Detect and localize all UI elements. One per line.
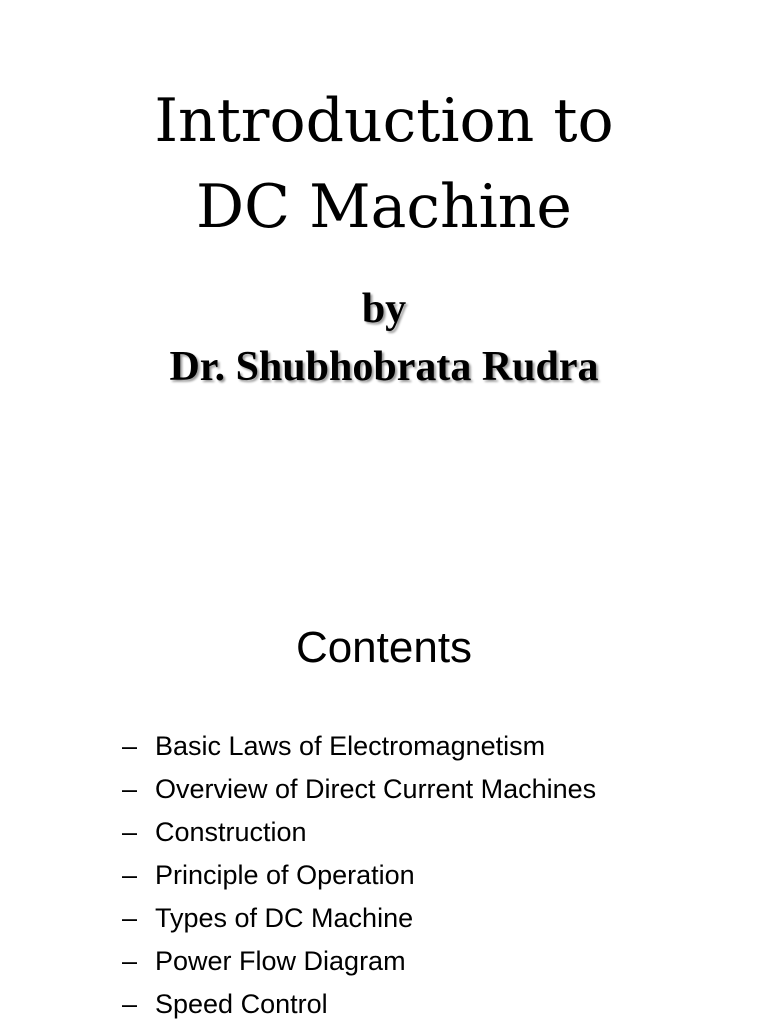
bullet-dash: – [122, 860, 138, 890]
bullet-dash: – [122, 903, 138, 933]
list-item [122, 725, 596, 768]
bullet-dash: – [122, 774, 138, 804]
bullet-dash: – [122, 731, 138, 761]
list-item [122, 768, 596, 811]
slide-title [0, 78, 768, 250]
contents-heading: Contents [295, 623, 473, 672]
bullet-dash: – [122, 946, 138, 976]
list-item [122, 983, 596, 1026]
author-by: by [361, 286, 407, 332]
list-item [122, 811, 596, 854]
list-item-text: Power Flow Diagram [155, 946, 406, 976]
author-name: Dr. Shubhobrata Rudra [169, 344, 599, 390]
list-item [122, 854, 596, 897]
list-item [122, 897, 596, 940]
list-item [122, 940, 596, 983]
list-item-text: Principle of Operation [155, 860, 415, 890]
contents-list [122, 725, 596, 1026]
list-item-text: Basic Laws of Electromagnetism [155, 731, 546, 761]
list-item-text: Speed Control [155, 989, 328, 1019]
list-item-text: Construction [155, 817, 307, 847]
title-line-1: Introduction to [154, 86, 614, 156]
list-item-text: Overview of Direct Current Machines [155, 774, 597, 804]
bullet-dash: – [122, 989, 138, 1019]
title-line-2: DC Machine [196, 172, 572, 242]
list-item-text: Types of DC Machine [155, 903, 414, 933]
bullet-dash: – [122, 817, 138, 847]
author-block [0, 280, 768, 396]
